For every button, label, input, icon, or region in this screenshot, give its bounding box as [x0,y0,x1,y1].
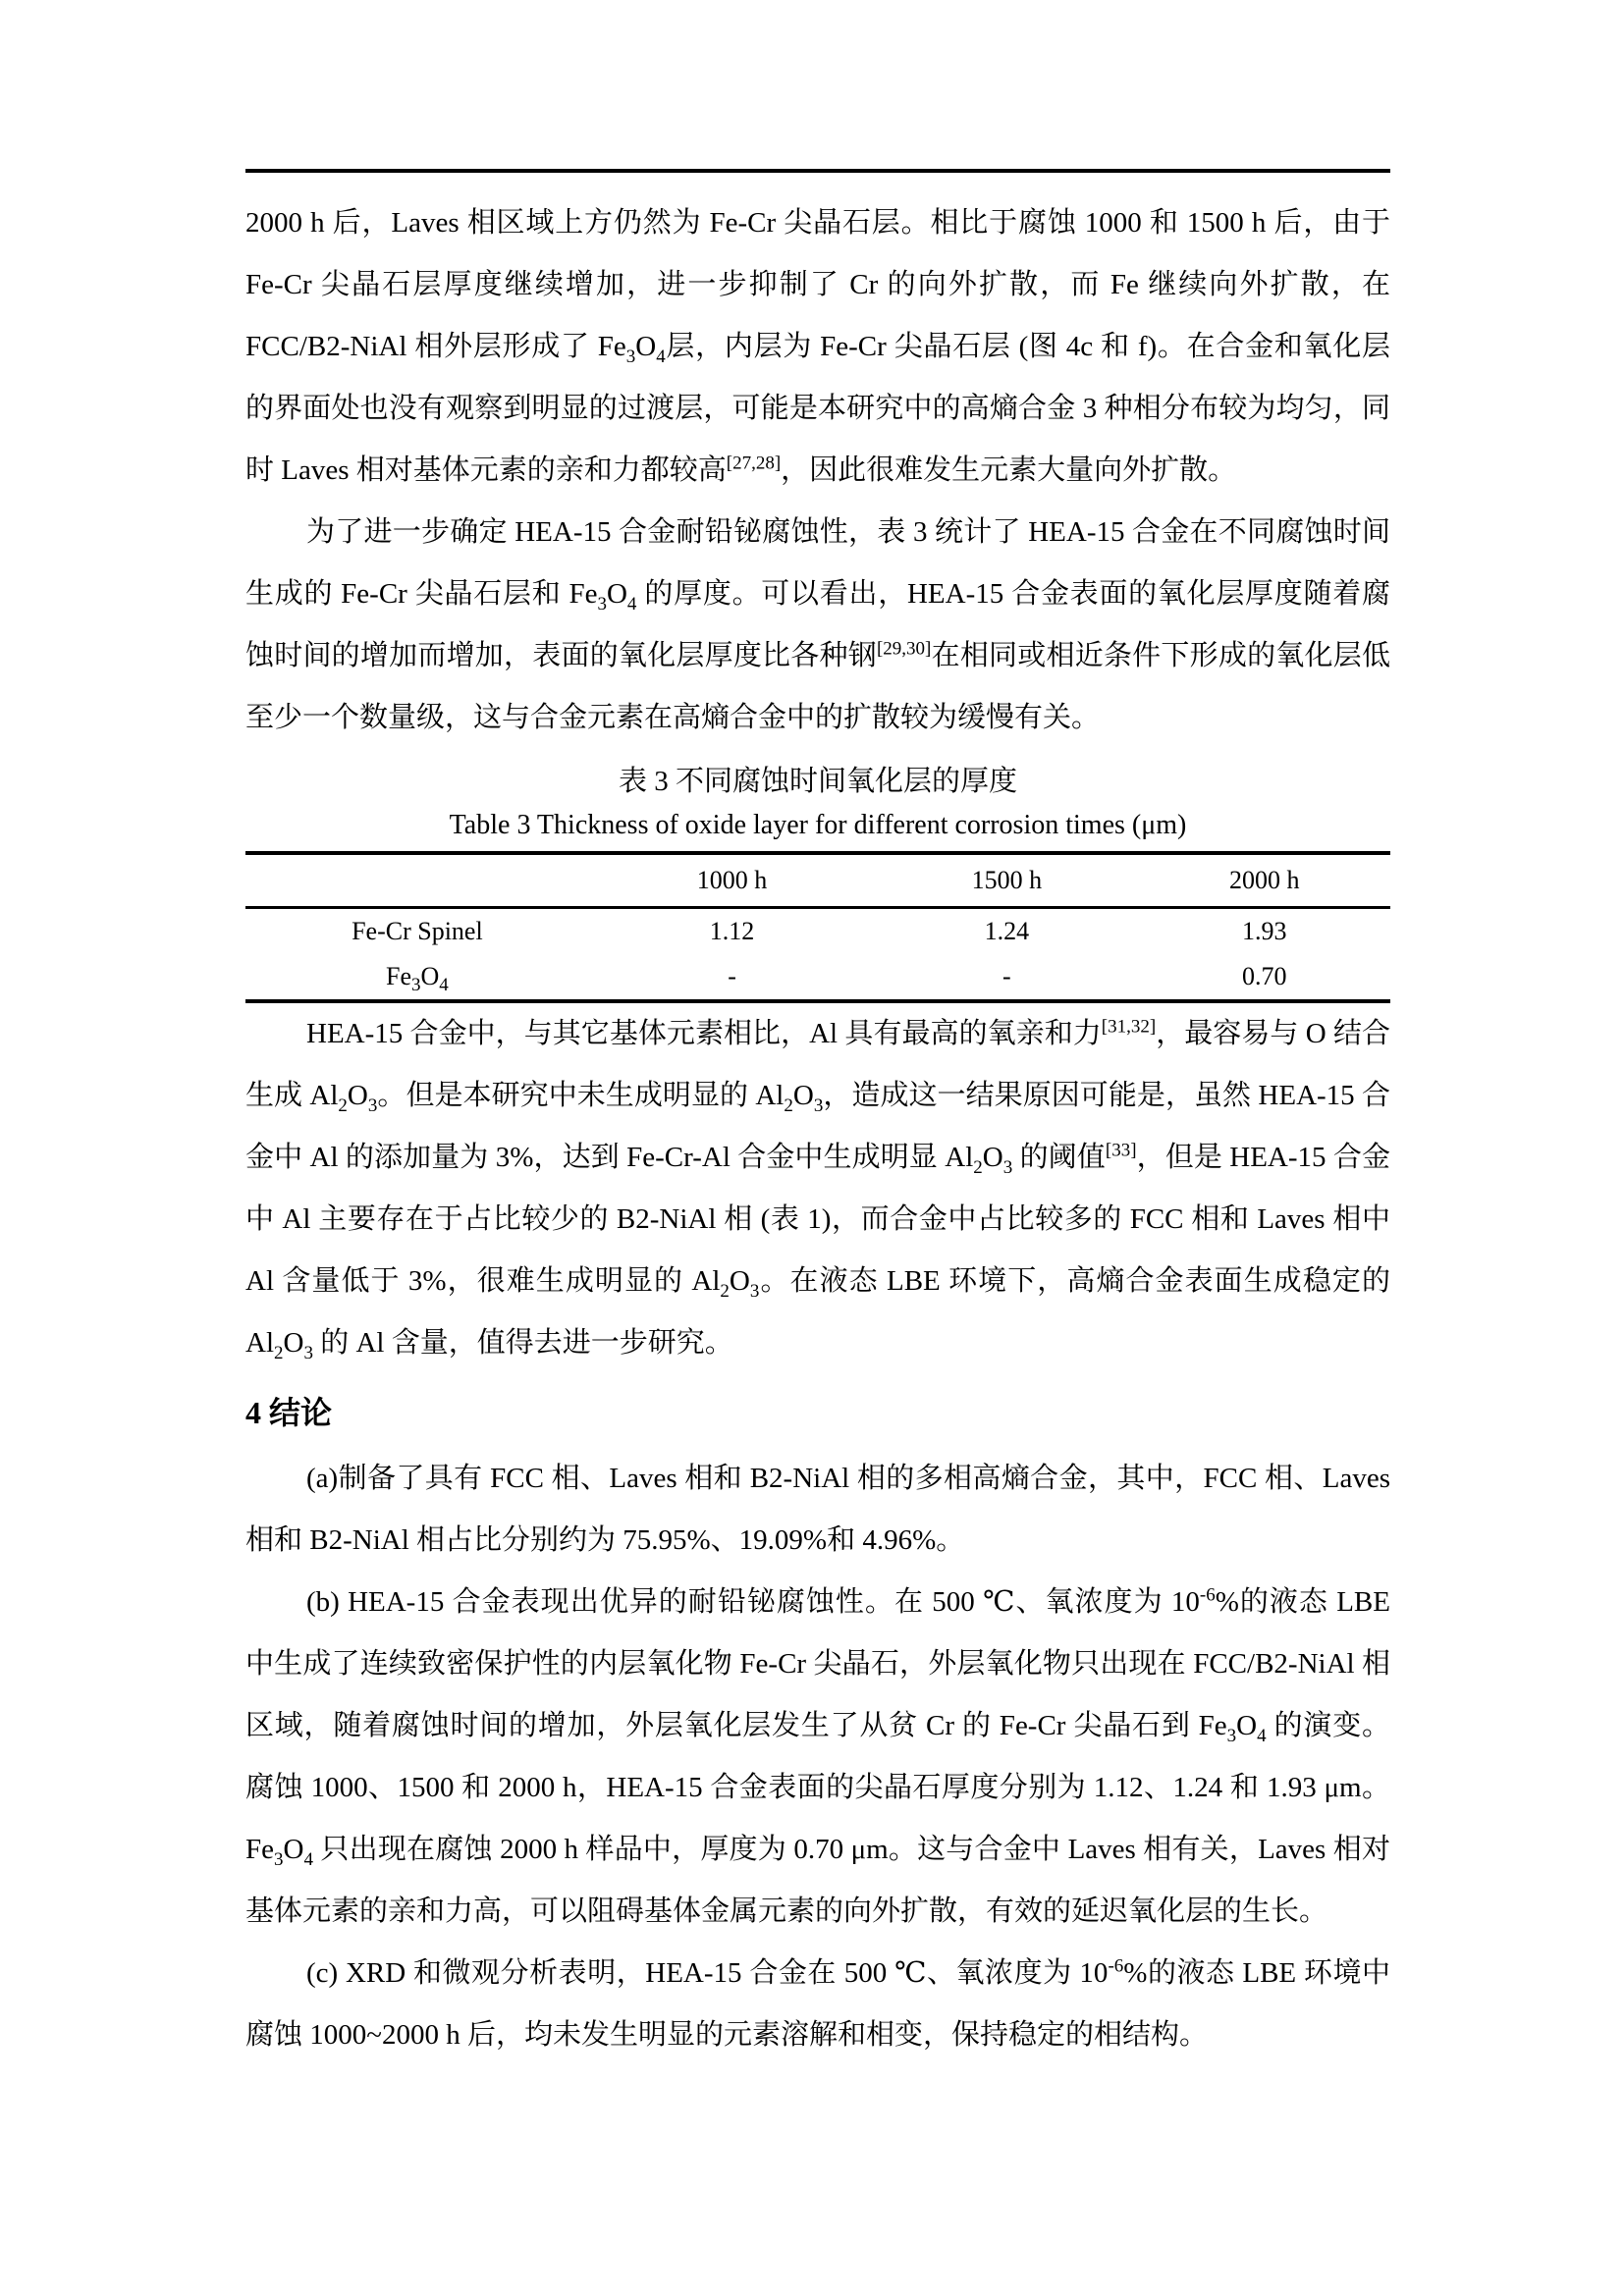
table-header-2000h: 2000 h [1228,866,1300,894]
table-caption-chinese: 表 3 不同腐蚀时间氧化层的厚度 [618,766,1017,797]
cell-value: 1.24 [984,917,1030,945]
paragraph-al2o3-discussion: HEA-15 合金中，与其它基体元素相比，Al 具有最高的氧亲和力[31,32]，最容易与 O 结合生成 $Al_2O_3$。但是本研究中未生成明显的 $Al_2O_3$，造成这一结果原因可能是，虽然 HEA-15 合金中 Al 的添加量为 3%，达到 Fe-Cr-Al 合金中生成明显 $Al_2O_3$ 的阈值[33]，但是 HEA-15 合金中 Al 主要存在于占比较少的 B2-NiAl 相 (表 1)，而合金中占比较多的 FCC 相和 Laves 相中 Al 含量低于 3%，很难生成明显的 $Al_2O_3$。在液态 LBE 环境下，高熵合金表面生成稳定的 $Al_2O_3$ 的 Al 含量，值得去进一步研究。 [245,1016,1390,1363]
table-caption-english: Table 3 Thickness of oxide layer for different corrosion times (μm) [449,810,1187,840]
cell-value: - [728,962,736,990]
section-heading-conclusion: 4 结论 [245,1395,333,1430]
table-header-row [245,853,1390,908]
paragraph-continuation: 2000 h 后，Laves 相区域上方仍然为 Fe-Cr 尖晶石层。相比于腐蚀 1000 和 1500 h 后，由于 Fe-Cr 尖晶石层厚度继续增加，进一步抑制了 Cr 的向外扩散，而 Fe 继续向外扩散，在 FCC/B2-NiAl 相外层形成了 $Fe_3O_4$层，内层为 Fe-Cr 尖晶石层 (图 4c 和 f)。在合金和氧化层的界面处也没有观察到明显的过渡层，可能是本研究中的高熵合金 3 种相分布较为均匀，同时 Laves 相对基体元素的亲和力都较高[27,28]，因此很难发生元素大量向外扩散。 [245,207,1390,486]
table-header-1000h: 1000 h [696,866,768,894]
paragraph-conclusion-b: (b) HEA-15 合金表现出优异的耐铅铋腐蚀性。在 500 ℃、氧浓度为 $10^{-6}\%$的液态 LBE 中生成了连续致密保护性的内层氧化物 Fe-Cr 尖晶石，外层氧化物只出现在 FCC/B2-NiAl 相区域，随着腐蚀时间的增加，外层氧化层发生了从贫 Cr 的 Fe-Cr 尖晶石到 $Fe_3O_4$ 的演变。腐蚀 1000、1500 和 2000 h，HEA-15 合金表面的尖晶石厚度分别为 1.12、1.24 和 1.93 μm。$Fe_3O_4$ 只出现在腐蚀 2000 h 样品中，厚度为 0.70 μm。这与合金中 Laves 相有关，Laves 相对基体元素的亲和力高，可以阻碍基体金属元素的向外扩散，有效的延迟氧化层的生长。 [245,1584,1390,1927]
table-row-fecr-spinel [245,908,1390,955]
page-header-rule [245,169,1390,173]
paragraph-table-intro: 为了进一步确定 HEA-15 合金耐铅铋腐蚀性，表 3 统计了 HEA-15 合金在不同腐蚀时间生成的 Fe-Cr 尖晶石层和 $Fe_3O_4$ 的厚度。可以看出，HEA-15 合金表面的氧化层厚度随着腐蚀时间的增加而增加，表面的氧化层厚度比各种钢[29,30]在相同或相近条件下形成的氧化层低至少一个数量级，这与合金元素在高熵合金中的扩散较为缓慢有关。 [245,516,1390,733]
cell-value: 0.70 [1241,962,1287,990]
paragraph-conclusion-c: (c) XRD 和微观分析表明，HEA-15 合金在 500 ℃、氧浓度为 $10^{-6}\%$的液态 LBE 环境中腐蚀 1000~2000 h 后，均未发生明显的元素溶解和相变，保持稳定的相结构。 [245,1955,1390,2051]
table-header-1500h: 1500 h [971,866,1043,894]
paragraph-conclusion-a: (a)制备了具有 FCC 相、Laves 相和 B2-NiAl 相的多相高熵合金，其中，FCC 相、Laves 相和 B2-NiAl 相占比分别约为 75.95%、19.09%和 4.96%。 [245,1463,1390,1556]
row-label: $Fe_3O_4$ [386,962,449,996]
table-row-fe3o4 [245,954,1390,1001]
row-label: Fe-Cr Spinel [352,917,483,945]
table-header-blank [245,853,589,908]
cell-value: 1.93 [1241,917,1287,945]
cell-value: 1.12 [709,917,755,945]
oxide-thickness-table [245,851,1390,1003]
cell-value: - [1002,962,1011,990]
page-body [245,192,1390,2066]
